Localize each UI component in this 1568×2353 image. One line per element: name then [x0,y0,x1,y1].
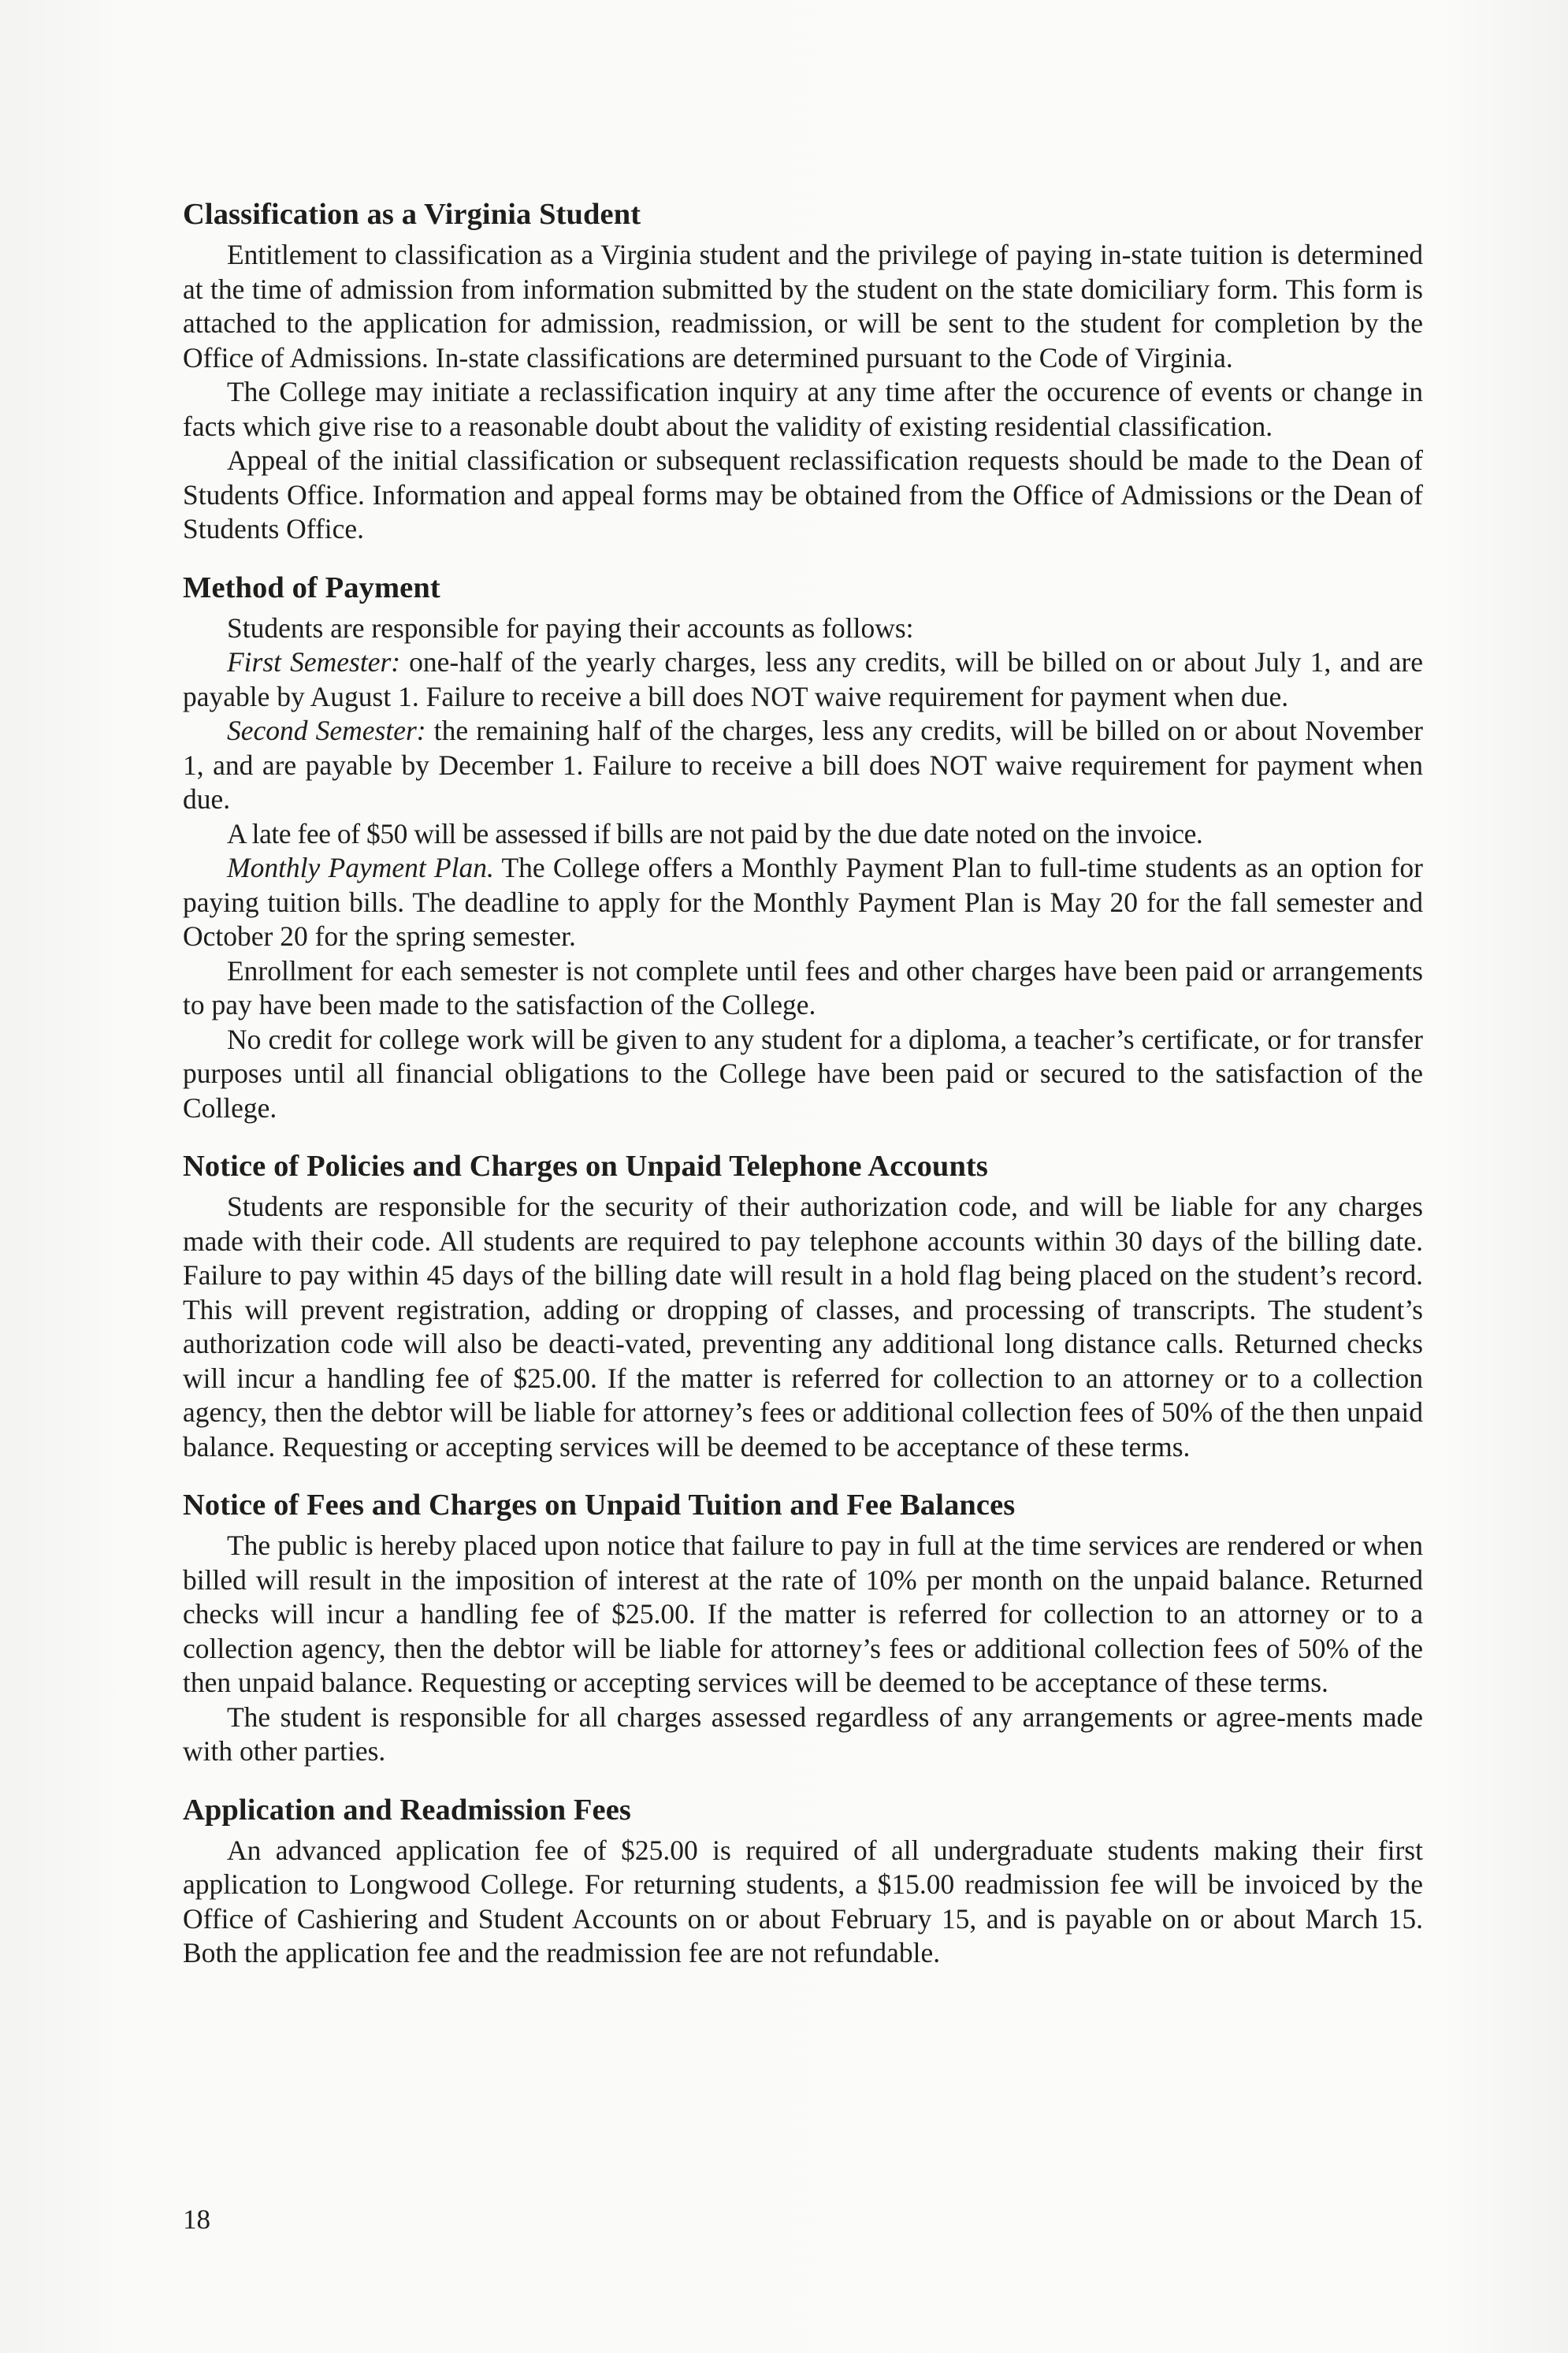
paragraph: The student is responsible for all charges assessed regardless of any arrangements or agree-ments made with other parties. [183,1701,1423,1767]
section-heading: Method of Payment [183,571,440,604]
paragraph: A late fee of $50 will be assessed if bills are not paid by the due date noted on the invoice. [227,817,1203,849]
italic-lead: Monthly Payment Plan. [227,852,494,883]
paragraph: Appeal of the initial classification or subsequent reclassification requests should be made to the Dean of Students Office. Information and appeal forms may be obtained from the Office of Admissions or the Dean of Students Office. [183,444,1423,545]
paragraph-text: one-half of the yearly charges, less any credits, will be billed on or about July 1, and are payable by August 1. Failure to receive a bill does NOT waive requirement for payment when due. [183,646,1423,712]
paragraph: Students are responsible for the security of their authorization code, and will be liable for any charges made with their code. All students are required to pay telephone accounts within 30 days of the billing date. Failure to pay within 45 days of the billing date will result in a hold flag being placed on the student’s record. This will prevent registration, adding or dropping of classes, and processing of transcripts. The student’s authorization code will also be deacti-vated, preventing any additional long distance calls. Returned checks will incur a handling fee of $25.00. If the matter is referred for collection to an attorney or to a collection agency, then the debtor will be liable for attorney’s fees or additional collection fees of 50% of the then unpaid balance. Requesting or accepting services will be deemed to be acceptance of these terms. [183,1191,1423,1463]
section-virginia-classification [183,195,1423,547]
section-application-fees [183,1791,1423,1971]
section-telephone-accounts [183,1147,1423,1464]
section-heading: Application and Readmission Fees [183,1793,632,1827]
paragraph-text: The College offers a Monthly Payment Plan to full-time students as an option for paying tuition bills. The deadline to apply for the Monthly Payment Plan is May 20 for the fall semester and October 20 for the spring semester. [183,852,1423,952]
paragraph: Enrollment for each semester is not complete until fees and other charges have been paid or arrangements to pay have been made to the satisfaction of the College. [183,954,1423,1020]
paragraph: The College may initiate a reclassification inquiry at any time after the occurence of events or change in facts which give rise to a reasonable doubt about the validity of existing residential classification. [183,376,1423,442]
section-unpaid-tuition [183,1486,1423,1769]
section-heading: Notice of Fees and Charges on Unpaid Tuition and Fee Balances [183,1489,1016,1522]
section-heading: Classification as a Virginia Student [183,198,641,231]
page-number: 18 [183,2204,210,2235]
paragraph: Students are responsible for paying their accounts as follows: [227,611,914,644]
text-column [183,195,1423,1971]
paragraph: The public is hereby placed upon notice that failure to pay in full at the time services are rendered or when billed will result in the imposition of interest at the rate of 10% per month on the unpaid balance. Returned checks will incur a handling fee of $25.00. If the matter is referred for collection to an attorney or to a collection agency, then the debtor will be liable for attorney’s fees or additional collection fees of 50% of the then unpaid balance. Requesting or accepting services will be deemed to be acceptance of these terms. [183,1530,1423,1698]
paragraph [183,645,1423,714]
italic-lead: First Semester: [227,646,401,678]
paragraph-text: the remaining half of the charges, less any credits, will be billed on or about November 1, and are payable by December 1. Failure to receive a bill does NOT waive requirement for payment when due. [183,715,1423,815]
section-heading: Notice of Policies and Charges on Unpaid Telephone Accounts [183,1150,988,1183]
paragraph [183,714,1423,817]
italic-lead: Second Semester: [227,715,426,746]
paragraph: No credit for college work will be given to any student for a diploma, a teacher’s certificate, or for transfer purposes until all financial obligations to the College have been paid or secured to the satisfaction of the College. [183,1023,1423,1124]
paragraph: An advanced application fee of $25.00 is required of all undergraduate students making their first application to Longwood College. For returning students, a $15.00 readmission fee will be invoiced by the Office of Cashiering and Student Accounts on or about February 15, and is payable on or about March 15. Both the application fee and the readmission fee are not refundable. [183,1834,1423,1968]
paragraph: Entitlement to classification as a Virginia student and the privilege of paying in-state tuition is determined at the time of admission from information submitted by the student on the state domiciliary form. This form is attached to the application for admission, readmission, or will be sent to the student for completion by the Office of Admissions. In-state classifications are determined pursuant to the Code of Virginia. [183,239,1423,374]
section-method-of-payment [183,569,1423,1126]
paragraph [183,851,1423,954]
